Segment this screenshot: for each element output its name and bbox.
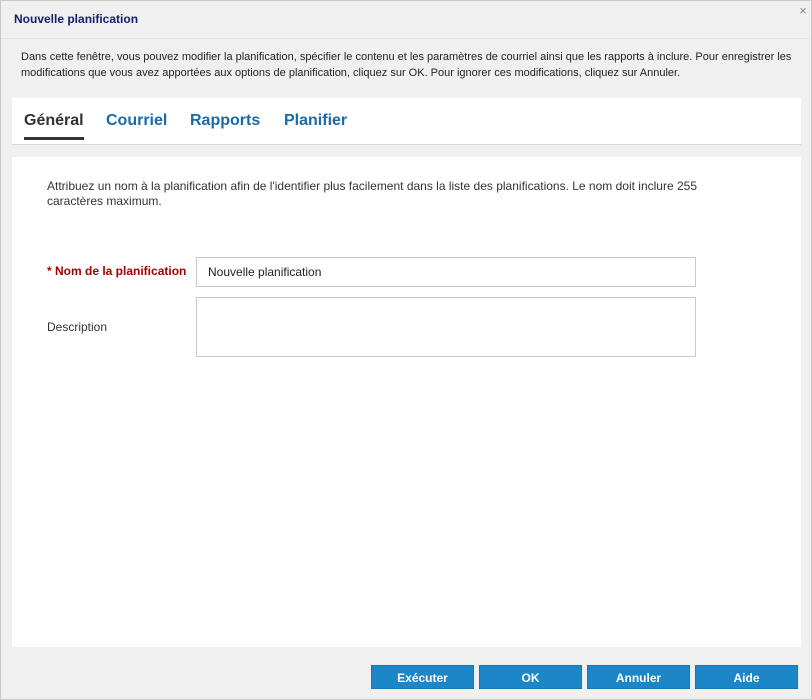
general-panel [12, 157, 801, 647]
close-icon[interactable]: × [799, 3, 807, 18]
instructions-text: Attribuez un nom à la planification afin de l'identifier plus facilement dans la liste des planifications. Le nom doit inclure 255 caractères maximum. [47, 179, 697, 208]
dialog-title: Nouvelle planification [14, 12, 139, 26]
execute-button[interactable]: Exécuter [371, 665, 474, 689]
title-bar [1, 1, 811, 39]
ok-button[interactable]: OK [479, 665, 582, 689]
tab-bar [12, 98, 801, 145]
description-input[interactable] [196, 297, 696, 357]
schedule-name-input[interactable] [196, 257, 696, 287]
tab-planifier[interactable]: Planifier [284, 112, 348, 129]
tab-courriel[interactable]: Courriel [106, 112, 168, 129]
description-label: Description [47, 320, 108, 334]
cancel-button[interactable]: Annuler [587, 665, 690, 689]
tab-general[interactable]: Général [24, 112, 84, 140]
help-button[interactable]: Aide [695, 665, 798, 689]
intro-text: Dans cette fenêtre, vous pouvez modifier la planification, spécifier le contenu et les paramètres de courriel ainsi que les rapports à inclure. Pour enregistrer les modifications que vous avez apportées aux options de planification, cliquez sur OK. Pour ignorer ces modifications, cliquez sur Annuler. [21, 51, 792, 79]
schedule-name-label: * Nom de la planification [47, 264, 187, 278]
tab-rapports[interactable]: Rapports [190, 112, 261, 129]
